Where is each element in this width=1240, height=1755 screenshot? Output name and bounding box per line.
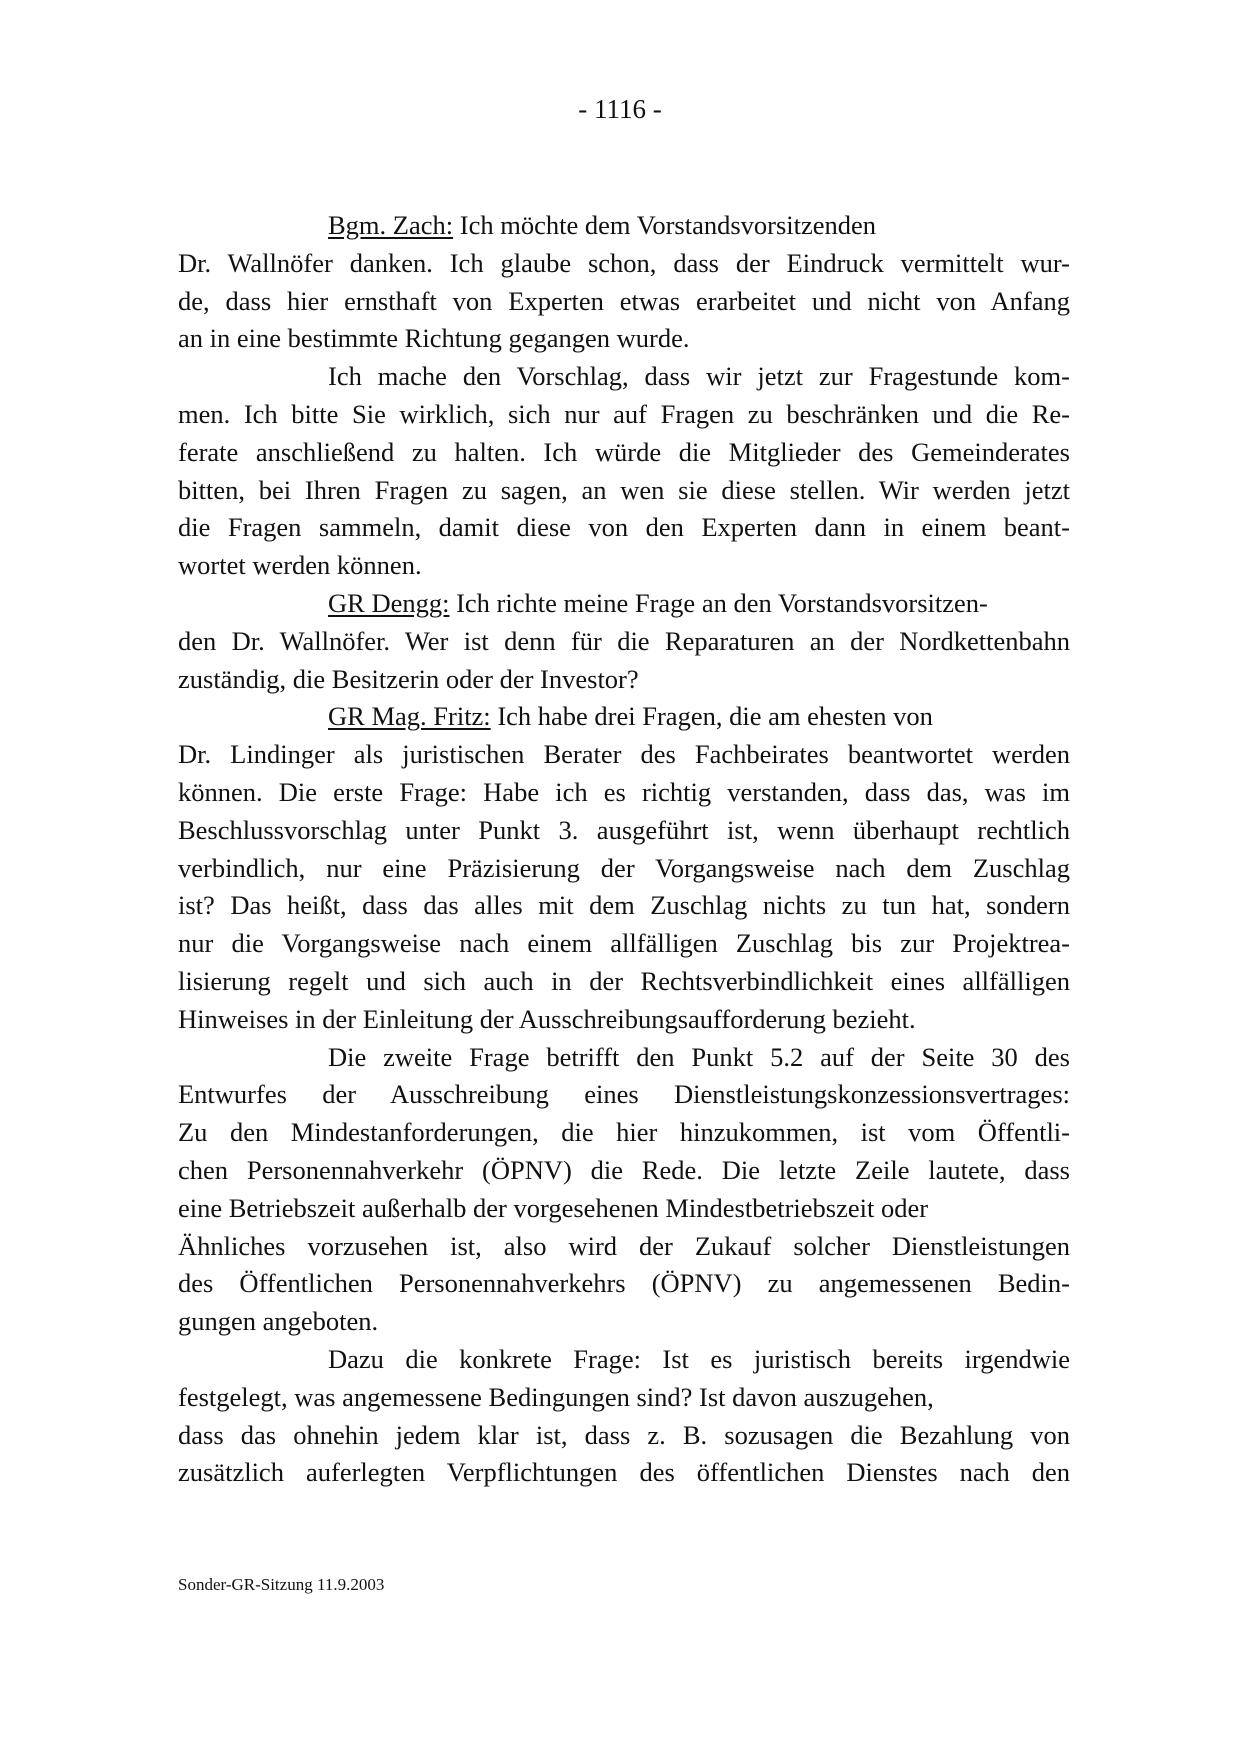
- paragraph-proposal: [178, 358, 1070, 585]
- line-text: Ich möchte dem Vorstandsvorsitzenden: [453, 210, 877, 240]
- paragraph-line: lisierung regelt und sich auch in der Rechtsverbindlichkeit eines allfälligen: [178, 965, 1070, 996]
- document-body: [178, 207, 1070, 1492]
- paragraph-line: Beschlussvorschlag unter Punkt 3. ausgeführt ist, wenn überhaupt rechtlich: [178, 814, 1070, 845]
- paragraph-line: Die zweite Frage betrifft den Punkt 5.2 auf der Seite 30 des: [328, 1041, 1070, 1072]
- paragraph-line: nur die Vorgangsweise nach einem allfälligen Zuschlag bis zur Projektrea-: [178, 928, 1070, 959]
- paragraph-line: an in eine bestimmte Richtung gegangen wurde.: [178, 323, 690, 354]
- paragraph-line: Dazu die konkrete Frage: Ist es juristisch bereits irgendwie: [328, 1343, 1070, 1374]
- speaker-name: Bgm. Zach:: [328, 210, 454, 240]
- speaker-name: GR Mag. Fritz:: [328, 701, 491, 732]
- paragraph-line: festgelegt, was angemessene Bedingungen sind? Ist davon auszugehen,: [178, 1381, 934, 1412]
- paragraph-line: des Öffentlichen Personennahverkehrs (ÖPNV) zu angemessenen Bedin-: [178, 1268, 1070, 1299]
- line-text: Ich habe drei Fragen, die am ehesten von: [490, 701, 933, 732]
- paragraph-line: eine Betriebszeit außerhalb der vorgesehenen Mindestbetriebszeit oder: [178, 1192, 929, 1223]
- paragraph-line: [178, 698, 1070, 736]
- paragraph-line: bitten, bei Ihren Fragen zu sagen, an wen sie diese stellen. Wir werden jetzt: [178, 474, 1070, 505]
- paragraph-speaker-bgm-zach: [178, 207, 1070, 358]
- paragraph-line: den Dr. Wallnöfer. Wer ist denn für die Reparaturen an der Nordkettenbahn: [178, 625, 1070, 656]
- paragraph-speaker-gr-mag-fritz: [178, 698, 1070, 1038]
- paragraph-line: Dr. Lindinger als juristischen Berater des Fachbeirates beantwortet werden: [178, 739, 1070, 770]
- paragraph-line: zuständig, die Besitzerin oder der Investor?: [178, 663, 639, 694]
- speaker-name: GR Dengg:: [328, 587, 450, 618]
- paragraph-line: [178, 207, 1070, 245]
- paragraph-concrete-question: [178, 1341, 1070, 1492]
- paragraph-line: Hinweises in der Einleitung der Ausschreibungsaufforderung bezieht.: [178, 1003, 916, 1034]
- paragraph-line: gungen angeboten.: [178, 1306, 379, 1337]
- paragraph-line: die Fragen sammeln, damit diese von den Experten dann in einem beant-: [178, 512, 1070, 543]
- line-text: Ich richte meine Frage an den Vorstandsvorsitzen-: [449, 587, 988, 618]
- paragraph-line: verbindlich, nur eine Präzisierung der Vorgangsweise nach dem Zuschlag: [178, 852, 1070, 883]
- paragraph-second-question: [178, 1039, 1070, 1341]
- page-number: - 1116 -: [578, 94, 662, 124]
- footer-session-label: Sonder-GR-Sitzung 11.9.2003: [178, 1575, 385, 1594]
- paragraph-line: Entwurfes der Ausschreibung eines Dienstleistungskonzessionsvertrages:: [178, 1079, 1070, 1110]
- paragraph-line: de, dass hier ernsthaft von Experten etwas erarbeitet und nicht von Anfang: [178, 285, 1070, 316]
- paragraph-line: ist? Das heißt, dass das alles mit dem Zuschlag nichts zu tun hat, sondern: [178, 890, 1070, 921]
- paragraph-line: chen Personennahverkehr (ÖPNV) die Rede. Die letzte Zeile lautete, dass: [178, 1154, 1070, 1185]
- paragraph-line: [178, 585, 1070, 623]
- paragraph-line: Ich mache den Vorschlag, dass wir jetzt zur Fragestunde kom-: [328, 361, 1070, 392]
- paragraph-line: wortet werden können.: [178, 550, 422, 581]
- paragraph-line: Ähnliches vorzusehen ist, also wird der Zukauf solcher Dienstleistungen: [178, 1230, 1070, 1261]
- paragraph-line: men. Ich bitte Sie wirklich, sich nur auf Fragen zu beschränken und die Re-: [178, 398, 1070, 429]
- paragraph-line: Dr. Wallnöfer danken. Ich glaube schon, dass der Eindruck vermittelt wur-: [178, 247, 1070, 278]
- paragraph-line: Zu den Mindestanforderungen, die hier hinzukommen, ist vom Öffentli-: [178, 1117, 1070, 1148]
- paragraph-speaker-gr-dengg: [178, 585, 1070, 698]
- paragraph-line: ferate anschließend zu halten. Ich würde die Mitglieder des Gemeinderates: [178, 436, 1070, 467]
- paragraph-line: dass das ohnehin jedem klar ist, dass z. B. sozusagen die Bezahlung von: [178, 1419, 1070, 1450]
- paragraph-line: können. Die erste Frage: Habe ich es richtig verstanden, dass das, was im: [178, 776, 1070, 807]
- paragraph-line: zusätzlich auferlegten Verpflichtungen des öffentlichen Dienstes nach den: [178, 1457, 1070, 1488]
